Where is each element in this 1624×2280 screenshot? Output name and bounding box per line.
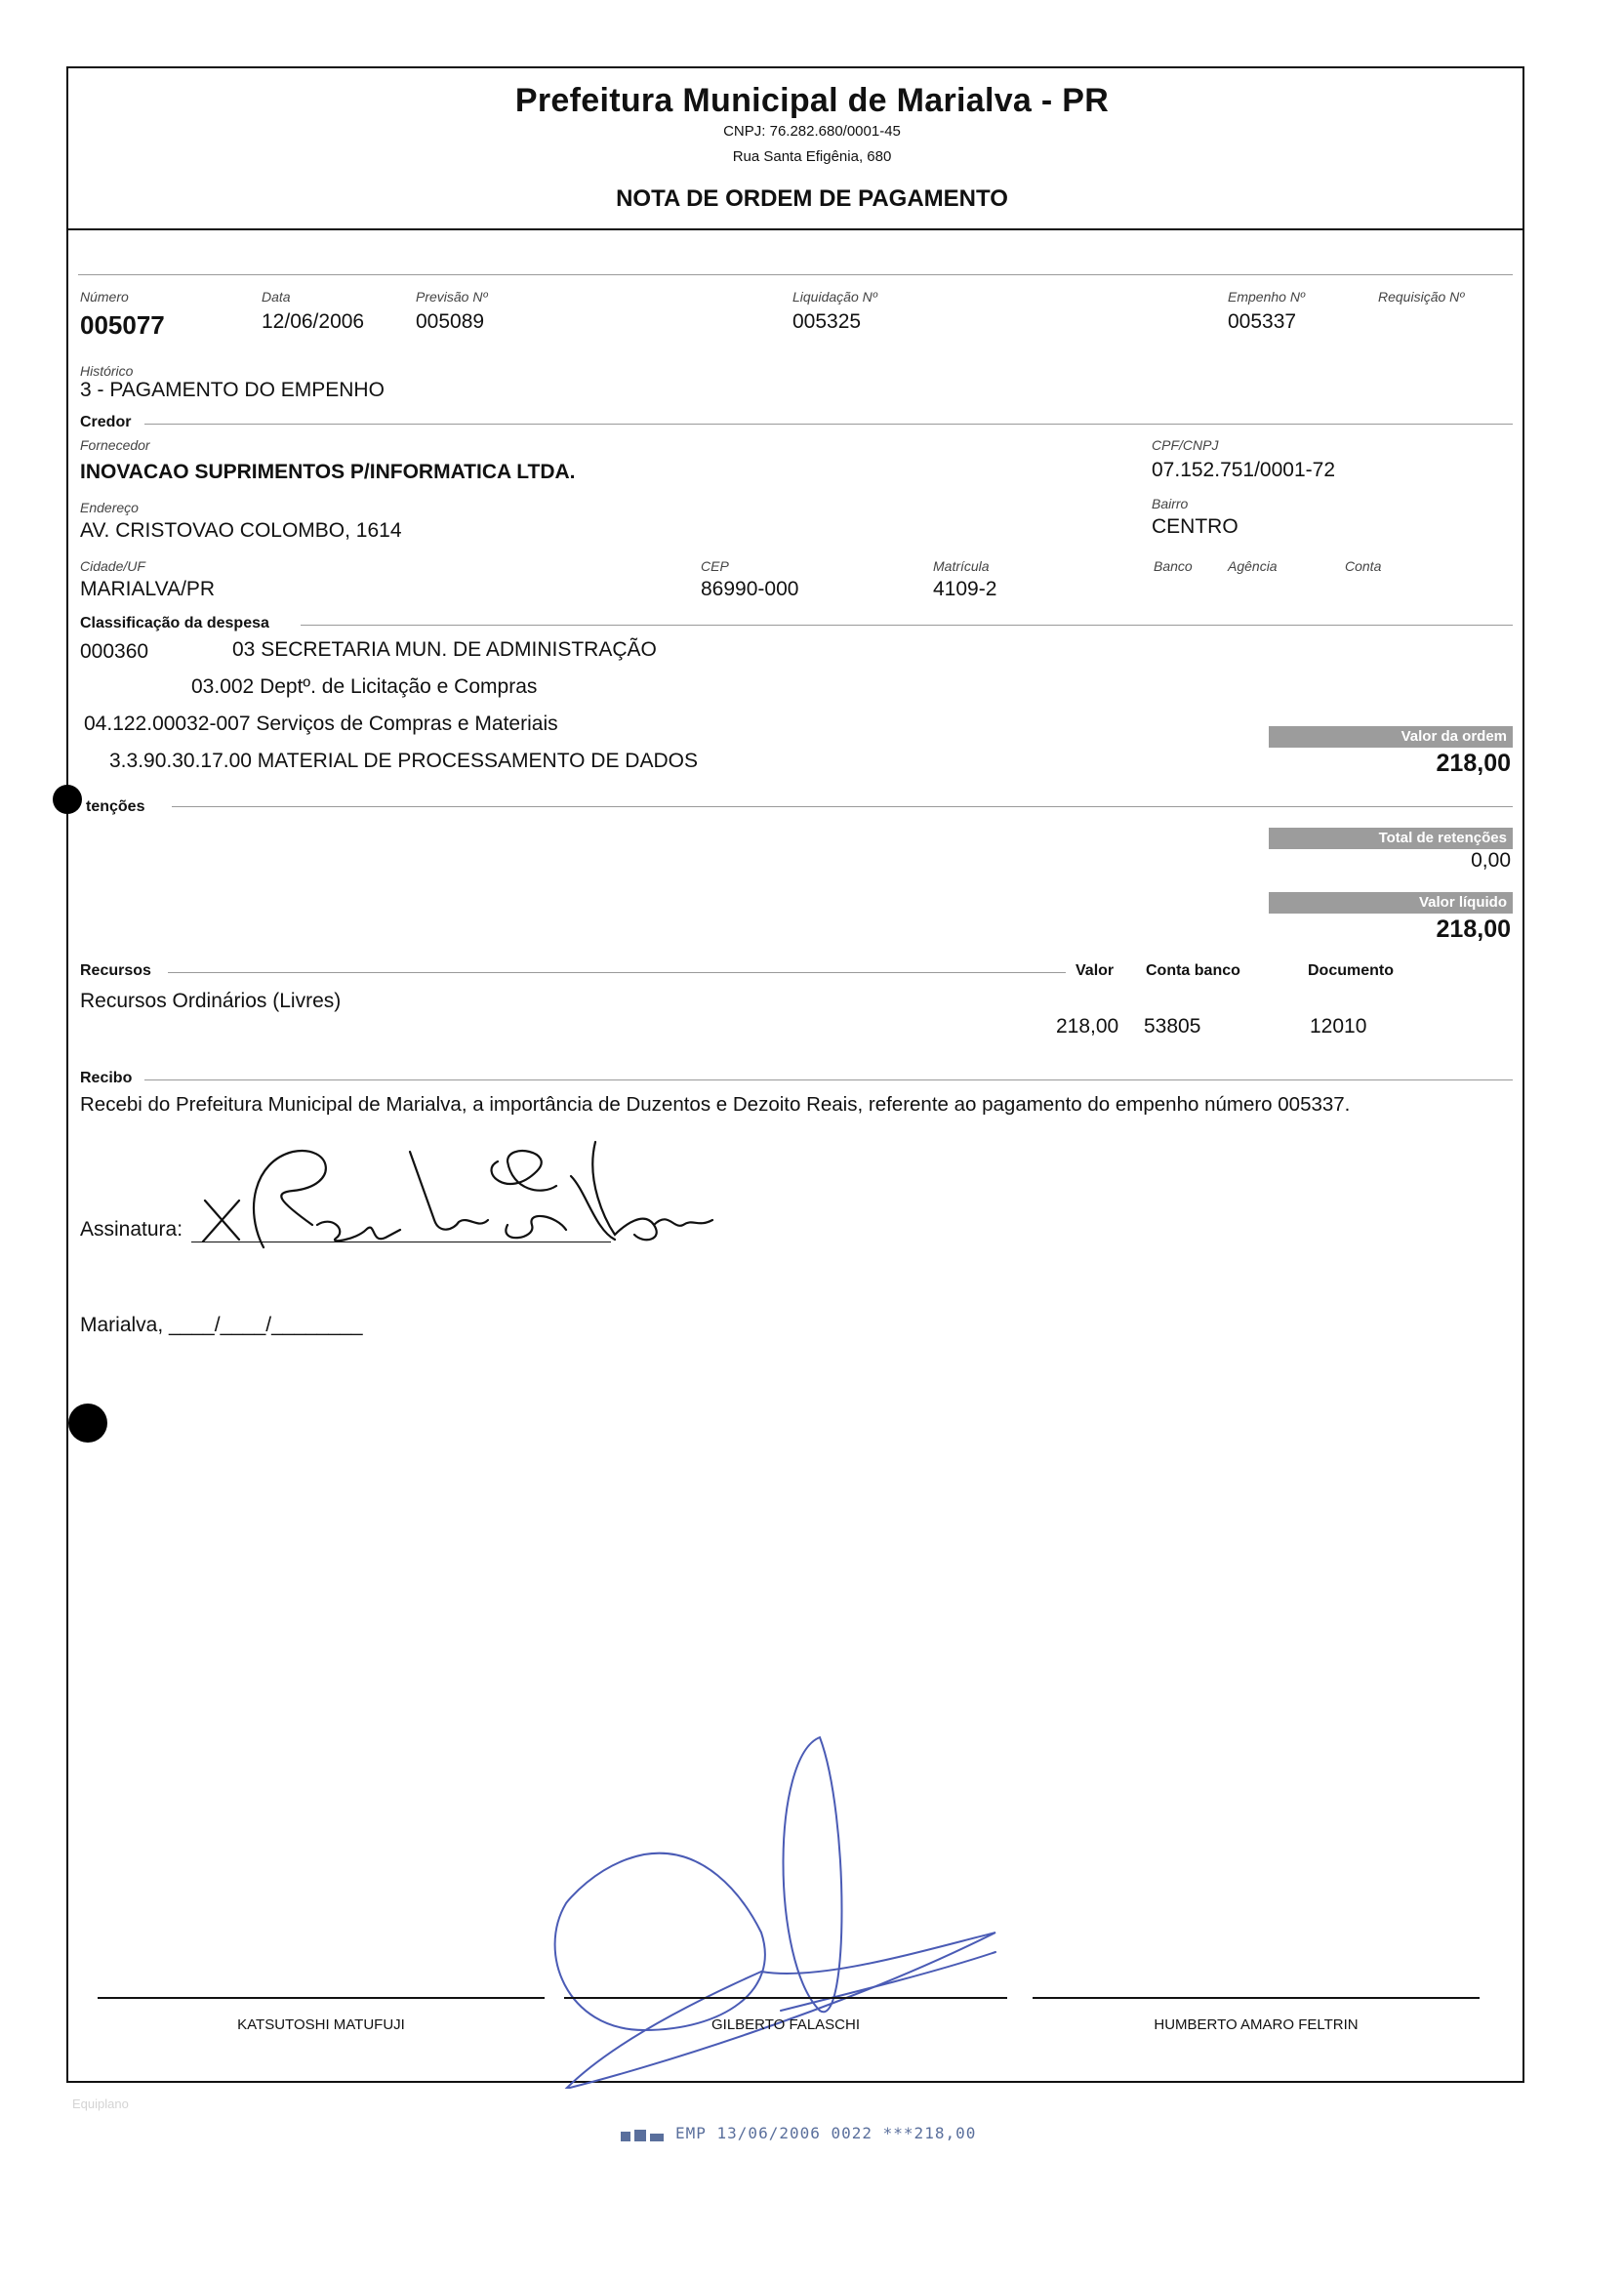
- fornecedor-value: INOVACAO SUPRIMENTOS P/INFORMATICA LTDA.: [80, 461, 576, 483]
- recibo-rule: [144, 1079, 1513, 1080]
- header-cnpj: CNPJ: 76.282.680/0001-45: [723, 123, 901, 140]
- recibo-text: Recebi do Prefeitura Municipal de Marialva, a importância de Duzentos e Dezoito Reais, referente ao pagamento do empenho número 005337.: [80, 1093, 1351, 1116]
- header-separator: [66, 228, 1524, 230]
- recursos-rule: [168, 972, 1066, 973]
- page-title: Prefeitura Municipal de Marialva - PR: [514, 82, 1110, 119]
- historico-value: 3 - PAGAMENTO DO EMPENHO: [80, 379, 385, 401]
- cidade-label: Cidade/UF: [80, 558, 145, 574]
- credor-rule: [144, 424, 1513, 425]
- endereco-value: AV. CRISTOVAO COLOMBO, 1614: [80, 519, 402, 542]
- cidade-value: MARIALVA/PR: [80, 578, 216, 600]
- signatory-name-2: GILBERTO FALASCHI: [711, 2016, 860, 2033]
- valor-ordem-value: 218,00: [1436, 750, 1511, 777]
- bairro-value: CENTRO: [1152, 515, 1238, 538]
- data-value: 12/06/2006: [262, 310, 365, 333]
- signatory-name-1: KATSUTOSHI MATUFUJI: [237, 2016, 405, 2033]
- top-rule: [78, 274, 1513, 275]
- bairro-label: Bairro: [1152, 496, 1189, 511]
- punch-hole-top: [53, 785, 82, 814]
- numero-value: 005077: [80, 310, 165, 340]
- empenho-label: Empenho Nº: [1228, 289, 1306, 305]
- valor-ordem-label: Valor da ordem: [1269, 726, 1513, 748]
- requisicao-label: Requisição Nº: [1378, 289, 1465, 305]
- previsao-value: 005089: [416, 310, 485, 333]
- classificacao-secretaria: 03 SECRETARIA MUN. DE ADMINISTRAÇÃO: [232, 638, 657, 661]
- recursos-valor: 218,00: [1056, 1015, 1119, 1038]
- matricula-value: 4109-2: [933, 578, 997, 600]
- previsao-label: Previsão Nº: [416, 289, 488, 305]
- endereco-label: Endereço: [80, 500, 139, 515]
- matricula-label: Matrícula: [933, 558, 990, 574]
- fornecedor-label: Fornecedor: [80, 437, 150, 453]
- recursos-conta: 53805: [1144, 1015, 1201, 1038]
- signature-line-3: [1033, 1997, 1480, 1999]
- secretary-signature: [527, 1718, 1035, 2089]
- retencoes-section-title: tenções: [86, 798, 145, 815]
- recibo-section-title: Recibo: [80, 1070, 133, 1086]
- signature-line-1: [98, 1997, 545, 1999]
- conta-label: Conta: [1345, 558, 1382, 574]
- liquidacao-value: 005325: [792, 310, 862, 333]
- signature-line-2: [564, 1997, 1007, 1999]
- credor-section-title: Credor: [80, 414, 132, 430]
- recipient-signature: [185, 1132, 810, 1259]
- document-title: NOTA DE ORDEM DE PAGAMENTO: [616, 185, 1008, 212]
- classificacao-section-title: Classificação da despesa: [80, 615, 269, 631]
- data-label: Data: [262, 289, 291, 305]
- classificacao-departamento: 03.002 Deptº. de Licitação e Compras: [191, 675, 538, 698]
- recursos-documento-header: Documento: [1308, 962, 1394, 979]
- classificacao-code: 000360: [80, 640, 149, 663]
- liquidacao-label: Liquidação Nº: [792, 289, 877, 305]
- punch-hole-bottom: [68, 1404, 107, 1443]
- cep-label: CEP: [701, 558, 729, 574]
- classificacao-rule: [301, 625, 1513, 626]
- total-retencoes-label: Total de retenções: [1269, 828, 1513, 849]
- cpf-label: CPF/CNPJ: [1152, 437, 1219, 453]
- recursos-descricao: Recursos Ordinários (Livres): [80, 990, 342, 1012]
- recursos-conta-header: Conta banco: [1146, 962, 1240, 979]
- header-address: Rua Santa Efigênia, 680: [732, 148, 892, 165]
- banco-label: Banco: [1154, 558, 1193, 574]
- stamp-logo-icon: [621, 2126, 666, 2145]
- valor-liquido-label: Valor líquido: [1269, 892, 1513, 914]
- empenho-value: 005337: [1228, 310, 1297, 333]
- retencoes-rule: [172, 806, 1513, 807]
- total-retencoes-value: 0,00: [1471, 849, 1511, 872]
- numero-label: Número: [80, 289, 129, 305]
- cpf-value: 07.152.751/0001-72: [1152, 459, 1336, 481]
- software-watermark: Equiplano: [72, 2097, 129, 2111]
- authentication-stamp: EMP 13/06/2006 0022 ***218,00: [675, 2124, 977, 2142]
- signatory-name-3: HUMBERTO AMARO FELTRIN: [1154, 2016, 1359, 2033]
- classificacao-programa: 04.122.00032-007 Serviços de Compras e Materiais: [84, 712, 558, 735]
- agencia-label: Agência: [1228, 558, 1278, 574]
- historico-label: Histórico: [80, 363, 134, 379]
- classificacao-elemento: 3.3.90.30.17.00 MATERIAL DE PROCESSAMENTO DE DADOS: [109, 750, 698, 772]
- cep-value: 86990-000: [701, 578, 799, 600]
- recursos-valor-header: Valor: [1076, 962, 1115, 979]
- assinatura-label: Assinatura:: [80, 1218, 183, 1241]
- valor-liquido-value: 218,00: [1436, 916, 1511, 943]
- recursos-documento: 12010: [1310, 1015, 1367, 1038]
- local-date: Marialva, ____/____/________: [80, 1314, 363, 1336]
- recursos-section-title: Recursos: [80, 962, 151, 979]
